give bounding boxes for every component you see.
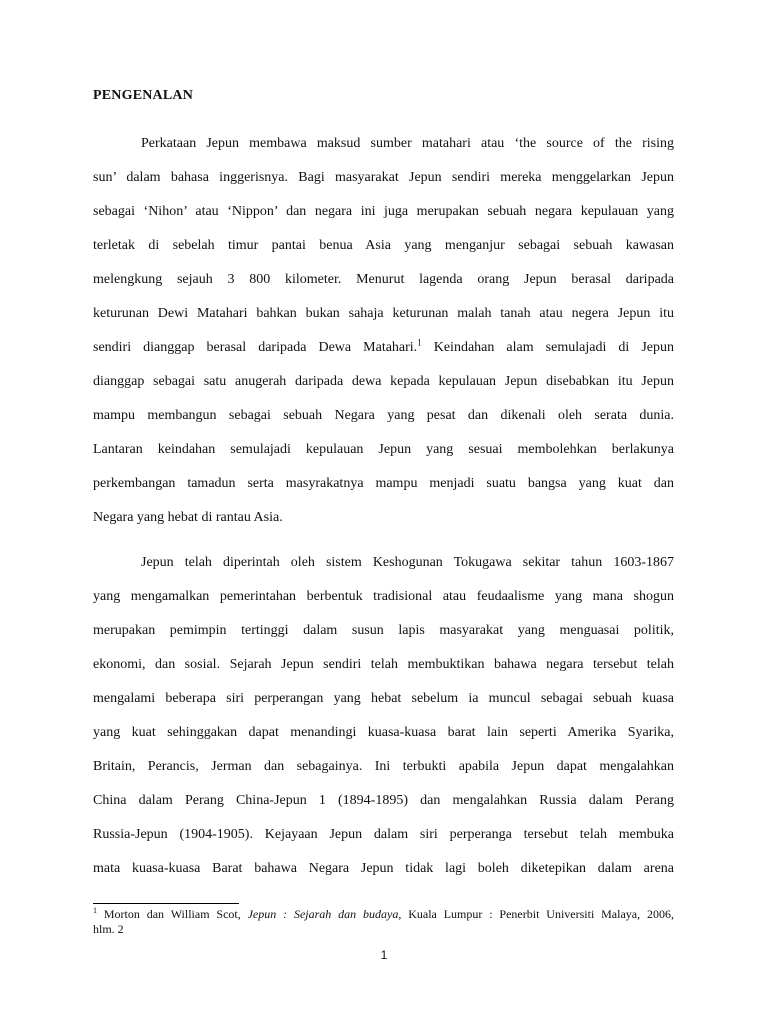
paragraph-2-line: China dalam Perang China-Jepun 1 (1894-1895) dan mengalahkan Russia dalam Perang (93, 793, 674, 808)
footnote-pages: hlm. 2 (93, 922, 124, 936)
footnote-reference[interactable]: 1 (417, 337, 422, 348)
paragraph-1-line: perkembangan tamadun serta masyrakatnya mampu menjadi suatu bangsa yang kuat dan (93, 476, 674, 491)
paragraph-1-line: keturunan Dewi Matahari bahkan bukan sahaja keturunan malah tanah atau negera Jepun itu (93, 306, 674, 321)
line-text: sendiri dianggap berasal daripada Dewa Matahari. (93, 340, 418, 355)
paragraph-2-line: Jepun telah diperintah oleh sistem Keshogunan Tokugawa sekitar tahun 1603-1867 (141, 555, 674, 570)
line-text: Keindahan alam semulajadi di Jepun (421, 340, 674, 355)
paragraph-2-line: yang kuat sehinggakan dapat menandingi kuasa-kuasa barat lain seperti Amerika Syarika, (93, 725, 674, 740)
paragraph-2-line: Russia-Jepun (1904-1905). Kejayaan Jepun dalam siri perperanga tersebut telah membuka (93, 827, 674, 842)
paragraph-1-line: mampu membangun sebagai sebuah Negara yang pesat dan dikenali oleh serata dunia. (93, 408, 674, 423)
footnote-book-title: Jepun : Sejarah dan budaya (247, 907, 399, 921)
page-number: 1 (380, 948, 388, 962)
paragraph-1-line: sun’ dalam bahasa inggerisnya. Bagi masyarakat Jepun sendiri mereka menggelarkan Jepun (93, 170, 674, 185)
footnote-publisher: , Kuala Lumpur : Penerbit Universiti Malaya, 2006, (398, 907, 674, 921)
paragraph-1-line: dianggap sebagai satu anugerah daripada dewa kepada kepulauan Jepun disebabkan itu Jepun (93, 374, 674, 389)
paragraph-1-line: terletak di sebelah timur pantai benua Asia yang menganjur sebagai sebuah kawasan (93, 238, 674, 253)
paragraph-1-line: Negara yang hebat di rantau Asia. (93, 510, 283, 525)
paragraph-2-line: yang mengamalkan pemerintahan berbentuk tradisional atau feudaalisme yang mana shogun (93, 589, 674, 604)
paragraph-1-line: Lantaran keindahan semulajadi kepulauan Jepun yang sesuai membolehkan berlakunya (93, 442, 674, 457)
footnote-number: 1 (93, 906, 97, 915)
paragraph-2-line: Britain, Perancis, Jerman dan sebagainya. Ini terbukti apabila Jepun dapat mengalahkan (93, 759, 674, 774)
paragraph-2-line: mengalami beberapa siri perperangan yang hebat sebelum ia muncul sebagai sebuah kuasa (93, 691, 674, 706)
paragraph-1-line-with-footnote-ref (93, 339, 674, 357)
paragraph-1-line: Perkataan Jepun membawa maksud sumber matahari atau ‘the source of the rising (141, 136, 674, 151)
paragraph-2-line: merupakan pemimpin tertinggi dalam susun lapis masyarakat yang menguasai politik, (93, 623, 674, 638)
section-heading: PENGENALAN (93, 88, 194, 103)
paragraph-1-line: melengkung sejauh 3 800 kilometer. Menurut lagenda orang Jepun berasal daripada (93, 272, 674, 287)
paragraph-1-line: sebagai ‘Nihon’ atau ‘Nippon’ dan negara ini juga merupakan sebuah negara kepulauan yang (93, 204, 674, 219)
paragraph-2-line: ekonomi, dan sosial. Sejarah Jepun sendiri telah membuktikan bahawa negara tersebut telah (93, 657, 674, 672)
footnote-line (93, 907, 674, 922)
footnote-separator (93, 903, 239, 904)
paragraph-2-line: mata kuasa-kuasa Barat bahawa Negara Jepun tidak lagi boleh diketepikan dalam arena (93, 861, 674, 876)
footnote-authors: Morton dan William Scot, (97, 907, 248, 921)
